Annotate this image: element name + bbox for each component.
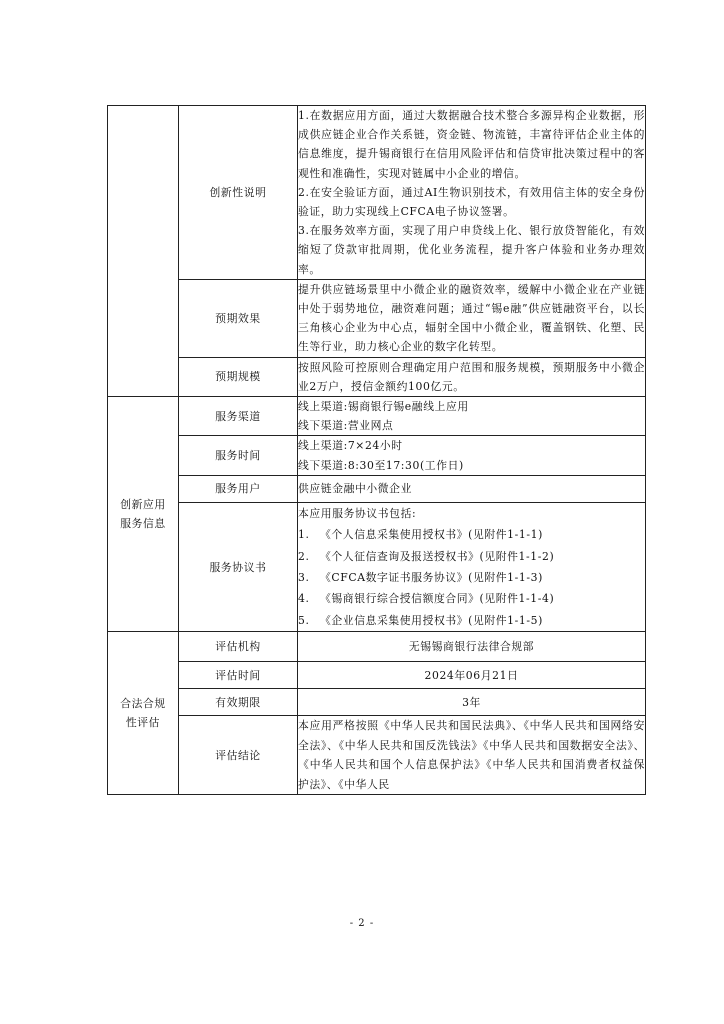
offline-time: 线下渠道:8:30至17:30(工作日) <box>298 458 464 472</box>
agreement-item: 2. 《个人征信查询及报送授权书》(见附件1-1-2) <box>298 549 555 563</box>
page-number: - 2 - <box>349 918 375 929</box>
agreement-item: 3. 《CFCA数字证书服务协议》(见附件1-1-3) <box>298 571 543 585</box>
online-time: 线上渠道:7×24小时 <box>298 439 403 453</box>
service-time-row <box>108 436 646 475</box>
expected-scale-value: 按照风险可控原则合理确定用户范围和服务规模，预期服务中小微企业2万户，授信金额约100亿元。 <box>298 357 646 396</box>
service-time-label: 服务时间 <box>179 436 298 475</box>
validity-row <box>108 689 646 716</box>
service-time-value <box>298 436 646 475</box>
eval-time-value: 2024年06月21日 <box>298 662 646 689</box>
agreements-intro: 本应用服务协议书包括: <box>298 506 417 520</box>
validity-value: 3年 <box>298 689 646 716</box>
offline-channel: 线下渠道:营业网点 <box>298 419 394 433</box>
conclusion-row <box>108 716 646 795</box>
conclusion-label: 评估结论 <box>179 716 298 795</box>
expected-effect-label: 预期效果 <box>179 279 298 357</box>
expected-effect-value: 提升供应链场景里中小微企业的融资效率，缓解中小微企业在产业链中处于弱势地位，融资难问题；通过“锡e融”供应链融资平台，以长三角核心企业为中心点，辐射全国中小微企业，覆盖钢铁、化塑、民生等行业，助力核心企业的数字化转型。 <box>298 279 646 357</box>
agreement-item: 4. 《锡商银行综合授信额度合同》(见附件1-1-4) <box>298 592 555 606</box>
eval-time-label: 评估时间 <box>179 662 298 689</box>
service-agreements-row <box>108 502 646 631</box>
eval-time-row <box>108 662 646 689</box>
service-channel-row <box>108 397 646 436</box>
innovation-section-cell <box>108 106 179 397</box>
compliance-section-label: 合法合规 性评估 <box>108 632 179 795</box>
innovation-paragraph-2: 2.在安全验证方面，通过AI生物识别技术，有效用信主体的安全身份验证，助力实现线上CFCA电子协议签署。 <box>298 185 645 219</box>
validity-label: 有效期限 <box>179 689 298 716</box>
service-agreements-value <box>298 502 646 631</box>
innovation-paragraph-1: 1.在数据应用方面，通过大数据融合技术整合多源异构企业数据，形成供应链企业合作关系链，资金链、物流链，丰富待评估企业主体的信息维度，提升锡商银行在信用风险评估和信贷审批决策过程中的客观性和准确性，实现对链属中小企业的增信。 <box>298 109 645 180</box>
innovation-desc-value <box>298 106 646 280</box>
service-section-label: 创新应用 服务信息 <box>108 397 179 632</box>
expected-scale-label: 预期规模 <box>179 357 298 396</box>
innovation-paragraph-3: 3.在服务效率方面，实现了用户申贷线上化、银行放贷智能化，有效缩短了贷款审批周期，优化业务流程，提升客户体验和业务办理效率。 <box>298 224 645 276</box>
service-users-value: 供应链金融中小微企业 <box>298 475 646 502</box>
eval-agency-value: 无锡锡商银行法律合规部 <box>298 632 646 662</box>
application-info-table <box>107 105 646 795</box>
innovation-desc-label: 创新性说明 <box>179 106 298 280</box>
expected-effect-row <box>108 279 646 357</box>
eval-agency-row <box>108 632 646 662</box>
online-channel: 线上渠道:锡商银行锡e融线上应用 <box>298 400 469 414</box>
service-channel-value <box>298 397 646 436</box>
conclusion-value: 本应用严格按照《中华人民共和国民法典》、《中华人民共和国网络安全法》、《中华人民共和国反洗钱法》《中华人民共和国数据安全法》、《中华人民共和国个人信息保护法》《中华人民共和国消费者权益保护法》、《中华人民 <box>298 716 646 795</box>
service-users-label: 服务用户 <box>179 475 298 502</box>
eval-agency-label: 评估机构 <box>179 632 298 662</box>
agreement-item: 5. 《企业信息采集使用授权书》(见附件1-1-5) <box>298 613 543 627</box>
service-agreements-label: 服务协议书 <box>179 502 298 631</box>
service-users-row <box>108 475 646 502</box>
innovation-desc-row <box>108 106 646 280</box>
agreement-item: 1. 《个人信息采集使用授权书》(见附件1-1-1) <box>298 528 543 542</box>
service-channel-label: 服务渠道 <box>179 397 298 436</box>
expected-scale-row <box>108 357 646 396</box>
